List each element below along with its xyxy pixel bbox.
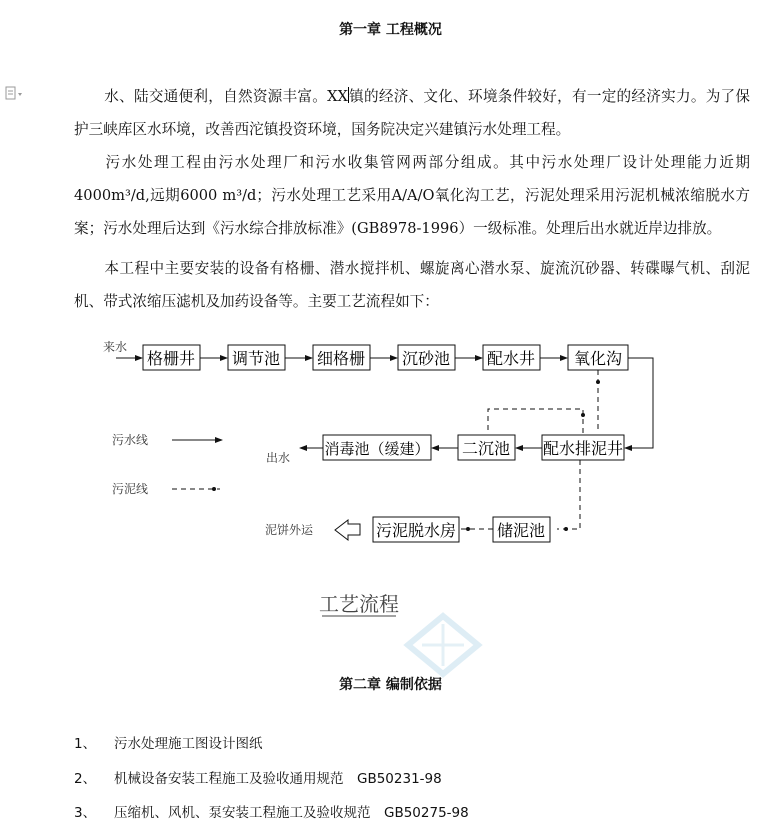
unit-grit-chamber <box>398 345 455 370</box>
paragraph-1-part-1: 水、陆交通便利，自然资源丰富。XX <box>104 88 348 105</box>
paragraph-1-part-2: 镇的经济、文化、环境条件较好，有一定的经济实力。为了保护三峡库区水环境，改善西沱镇投资环境，国务院决定兴建镇污水处理工程。 <box>74 88 750 138</box>
paragraph-2-text: 污水处理工程由污水处理厂和污水收集管网两部分组成。其中污水处理厂设计处理能力近期4000m³/d,远期6000 m³/d；污水处理工艺采用A/A/O氧化沟工艺，污泥处理采用污泥机械浓缩脱水方案；污水处理后达到《污水综合排放标准》(GB8978-1996）一级标准。处理后出水就近岸边排放。 <box>74 154 750 237</box>
snowflake-watermark-icon <box>388 610 498 680</box>
chapter-1-title: 第一章 工程概况 <box>339 22 442 38</box>
svg-text:配水排泥井: 配水排泥井 <box>542 439 624 458</box>
unit-regulating-tank <box>228 345 285 370</box>
unit-sludge-storage-tank <box>493 517 550 542</box>
unit-oxidation-ditch <box>568 345 628 370</box>
svg-text:储泥池: 储泥池 <box>496 521 546 540</box>
sludge-cake-out-label: 泥饼外运 <box>265 523 314 537</box>
svg-text:配水井: 配水井 <box>486 349 536 368</box>
reference-item-2: 2、 机械设备安装工程施工及验收通用规范 GB50231-98 <box>74 771 442 787</box>
svg-text:二沉池: 二沉池 <box>461 439 511 458</box>
process-flow-diagram <box>0 320 781 630</box>
unit-disinfection-tank <box>323 435 431 460</box>
svg-text:污泥脱水房: 污泥脱水房 <box>375 521 457 540</box>
svg-text:氧化沟: 氧化沟 <box>573 349 623 368</box>
reference-item-1: 1、 污水处理施工图设计图纸 <box>74 736 263 752</box>
svg-text:细格栅: 细格栅 <box>316 349 366 368</box>
outlet-label: 出水 <box>266 451 291 465</box>
hollow-arrow-icon <box>335 520 360 540</box>
paragraph-3-text: 本工程中主要安装的设备有格栅、潜水搅拌机、螺旋离心潜水泵、旋流沉砂器、转碟曝气机、刮泥机、带式浓缩压滤机及加药设备等。主要工艺流程如下： <box>74 260 750 310</box>
svg-text:调节池: 调节池 <box>231 349 281 368</box>
unit-screen-well <box>143 345 200 370</box>
document-icon[interactable] <box>4 86 24 102</box>
unit-sludge-distribution-well <box>542 435 624 460</box>
unit-secondary-clarifier <box>458 435 515 460</box>
paragraph-1 <box>74 80 750 146</box>
reference-item-3: 3、 压缩机、风机、泵安装工程施工及验收规范 GB50275-98 <box>74 805 469 821</box>
chapter-2-title: 第二章 编制依据 <box>339 677 442 693</box>
inlet-label: 来水 <box>103 340 128 354</box>
svg-text:沉砂池: 沉砂池 <box>401 349 451 368</box>
paragraph-3 <box>74 252 750 318</box>
svg-text:格栅井: 格栅井 <box>146 349 196 368</box>
unit-sludge-dewatering-room <box>373 517 459 542</box>
paragraph-2 <box>74 146 750 245</box>
unit-distribution-well <box>483 345 540 370</box>
svg-text:消毒池（缓建）: 消毒池（缓建） <box>324 440 430 458</box>
diagram-caption: 工艺流程 <box>319 592 399 616</box>
legend-sewage-label: 污水线 <box>112 433 149 447</box>
legend-sludge-label: 污泥线 <box>112 482 149 496</box>
unit-fine-screen <box>313 345 370 370</box>
